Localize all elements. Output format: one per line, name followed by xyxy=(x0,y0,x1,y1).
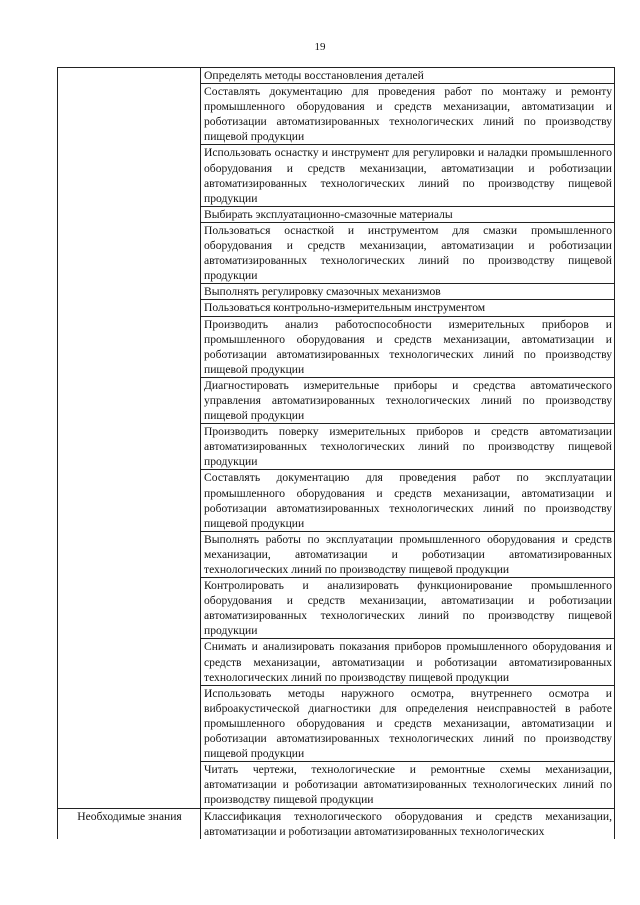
page-number: 19 xyxy=(314,41,326,53)
requirement-cell: Определять методы восстановления деталей xyxy=(201,68,615,84)
table-row xyxy=(58,808,615,839)
requirement-cell: Использовать методы наружного осмотра, внутреннего осмотра и виброакустической диагностики для определения неисправностей в работе промышленного оборудования и средств механизации, автоматизации и роботизации автоматизированных технологических линий по производству пищевой продукции xyxy=(201,685,615,761)
section-label-cell: Необходимые знания xyxy=(58,808,201,839)
section-label-cell xyxy=(58,68,201,809)
requirement-cell: Выбирать эксплуатационно-смазочные материалы xyxy=(201,206,615,222)
requirement-cell: Составлять документацию для проведения работ по эксплуатации промышленного оборудования и средств механизации, автоматизации и роботизации автоматизированных технологических линий по производству пищевой продукции xyxy=(201,470,615,531)
requirement-cell: Выполнять работы по эксплуатации промышленного оборудования и средств механизации, автоматизации и роботизации автоматизированных технологических линий по производству пищевой продукции xyxy=(201,531,615,577)
requirement-cell: Читать чертежи, технологические и ремонтные схемы механизации, автоматизации и роботизации автоматизированных технологических линий по производству пищевой продукции xyxy=(201,762,615,808)
requirement-cell: Производить поверку измерительных приборов и средств автоматизации автоматизированных технологических линий по производству пищевой продукции xyxy=(201,424,615,470)
requirement-cell: Контролировать и анализировать функционирование промышленного оборудования и средств механизации, автоматизации и роботизации автоматизированных технологических линий по производству пищевой продукции xyxy=(201,578,615,639)
requirement-cell: Производить анализ работоспособности измерительных приборов и промышленного оборудования и средств механизации, автоматизации и роботизации автоматизированных технологических линий по производству пищевой продукции xyxy=(201,316,615,377)
requirement-cell: Классификация технологического оборудования и средств механизации, автоматизации и роботизации автоматизированных технологических xyxy=(201,808,615,839)
requirements-table-body xyxy=(58,68,615,839)
requirement-cell: Пользоваться оснасткой и инструментом для смазки промышленного оборудования и средств механизации, автоматизации и роботизации автоматизированных технологических линий по производству пищевой продукции xyxy=(201,222,615,283)
table-row xyxy=(58,68,615,84)
requirement-cell: Составлять документацию для проведения работ по монтажу и ремонту промышленного оборудования и средств механизации, автоматизации и роботизации автоматизированных технологических линий по производству пищевой продукции xyxy=(201,84,615,145)
requirement-cell: Диагностировать измерительные приборы и средства автоматического управления автоматизированных технологических линий по производству пищевой продукции xyxy=(201,377,615,423)
requirement-cell: Использовать оснастку и инструмент для регулировки и наладки промышленного оборудования и средств механизации, автоматизации и роботизации автоматизированных технологических линий по производству пищевой продукции xyxy=(201,145,615,206)
requirement-cell: Пользоваться контрольно-измерительным инструментом xyxy=(201,300,615,316)
requirement-cell: Выполнять регулировку смазочных механизмов xyxy=(201,284,615,300)
requirements-table xyxy=(57,67,615,839)
requirement-cell: Снимать и анализировать показания приборов промышленного оборудования и средств механизации, автоматизации и роботизации автоматизированных технологических линий по производству пищевой продукции xyxy=(201,639,615,685)
